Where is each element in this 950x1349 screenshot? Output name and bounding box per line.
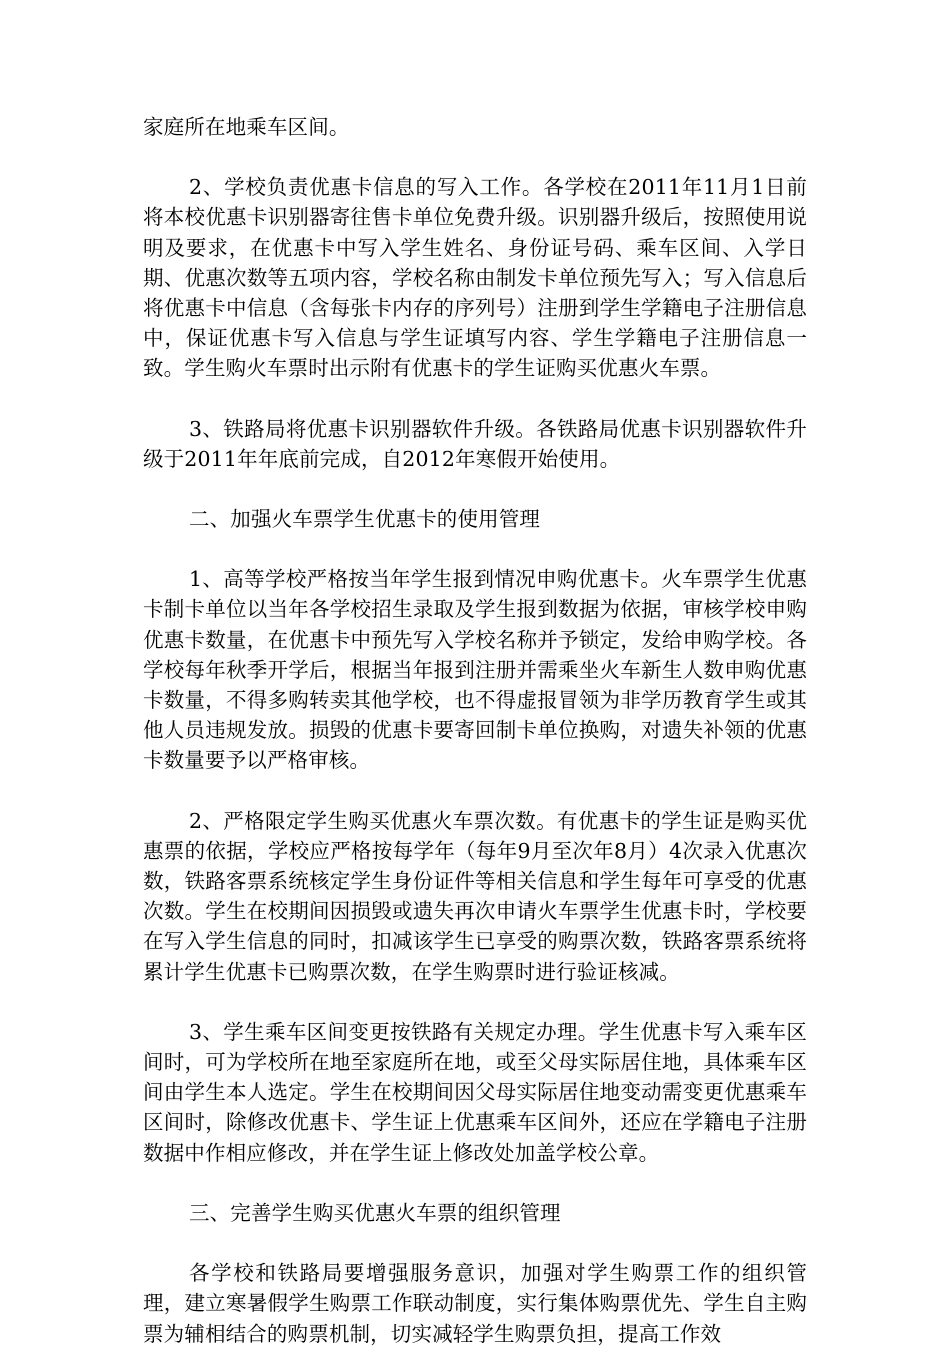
paragraph-item-2-ticket-limit: 2、严格限定学生购买优惠火车票次数。有优惠卡的学生证是购买优惠票的依据，学校应严格按每学年（每年9月至次年8月）4次录入优惠次数，铁路客票系统核定学生身份证件等相关信息和学生每年可享受的优惠次数。学生在校期间因损毁或遗失再次申请火车票学生优惠卡时，学校要在写入学生信息的同时，扣减该学生已享受的购票次数，铁路客票系统将累计学生优惠卡已购票次数，在学生购票时进行验证核减。 xyxy=(143,808,807,984)
document-page xyxy=(143,112,807,1349)
paragraph-item-1-card-purchase: 1、高等学校严格按当年学生报到情况申购优惠卡。火车票学生优惠卡制卡单位以当年各学校招生录取及学生报到数据为依据，审核学校申购优惠卡数量，在优惠卡中预先写入学校名称并予锁定，发给申购学校。各学校每年秋季开学后，根据当年报到注册并需乘坐火车新生人数申购优惠卡数量，不得多购转卖其他学校，也不得虚报冒领为非学历教育学生或其他人员违规发放。损毁的优惠卡要寄回制卡单位换购，对遗失补领的优惠卡数量要予以严格审核。 xyxy=(143,567,807,773)
paragraph-item-2-card-writing: 2、学校负责优惠卡信息的写入工作。各学校在2011年11月1日前将本校优惠卡识别器寄往售卡单位免费升级。识别器升级后，按照使用说明及要求，在优惠卡中写入学生姓名、身份证号码、乘车区间、入学日期、优惠次数等五项内容，学校名称由制发卡单位预先写入；写入信息后将优惠卡中信息（含每张卡内存的序列号）注册到学生学籍电子注册信息中，保证优惠卡写入信息与学生证填写内容、学生学籍电子注册信息一致。学生购火车票时出示附有优惠卡的学生证购买优惠火车票。 xyxy=(143,175,807,381)
section-heading-3: 三、完善学生购买优惠火车票的组织管理 xyxy=(189,1200,561,1225)
paragraph-organization: 各学校和铁路局要增强服务意识，加强对学生购票工作的组织管理，建立寒暑假学生购票工作联动制度，实行集体购票优先、学生自主购票为辅相结合的购票机制，切实减轻学生购票负担，提高工作效 xyxy=(143,1261,807,1346)
section-heading-2: 二、加强火车票学生优惠卡的使用管理 xyxy=(189,507,541,532)
paragraph-item-3-railway-upgrade: 3、铁路局将优惠卡识别器软件升级。各铁路局优惠卡识别器软件升级于2011年年底前完成，自2012年寒假开始使用。 xyxy=(143,416,807,471)
paragraph-continuation: 家庭所在地乘车区间。 xyxy=(143,115,350,139)
paragraph-item-3-route-change: 3、学生乘车区间变更按铁路有关规定办理。学生优惠卡写入乘车区间时，可为学校所在地至家庭所在地，或至父母实际居住地，具体乘车区间由学生本人选定。学生在校期间因父母实际居住地变动需变更优惠乘车区间时，除修改优惠卡、学生证上优惠乘车区间外，还应在学籍电子注册数据中作相应修改，并在学生证上修改处加盖学校公章。 xyxy=(143,1019,807,1165)
